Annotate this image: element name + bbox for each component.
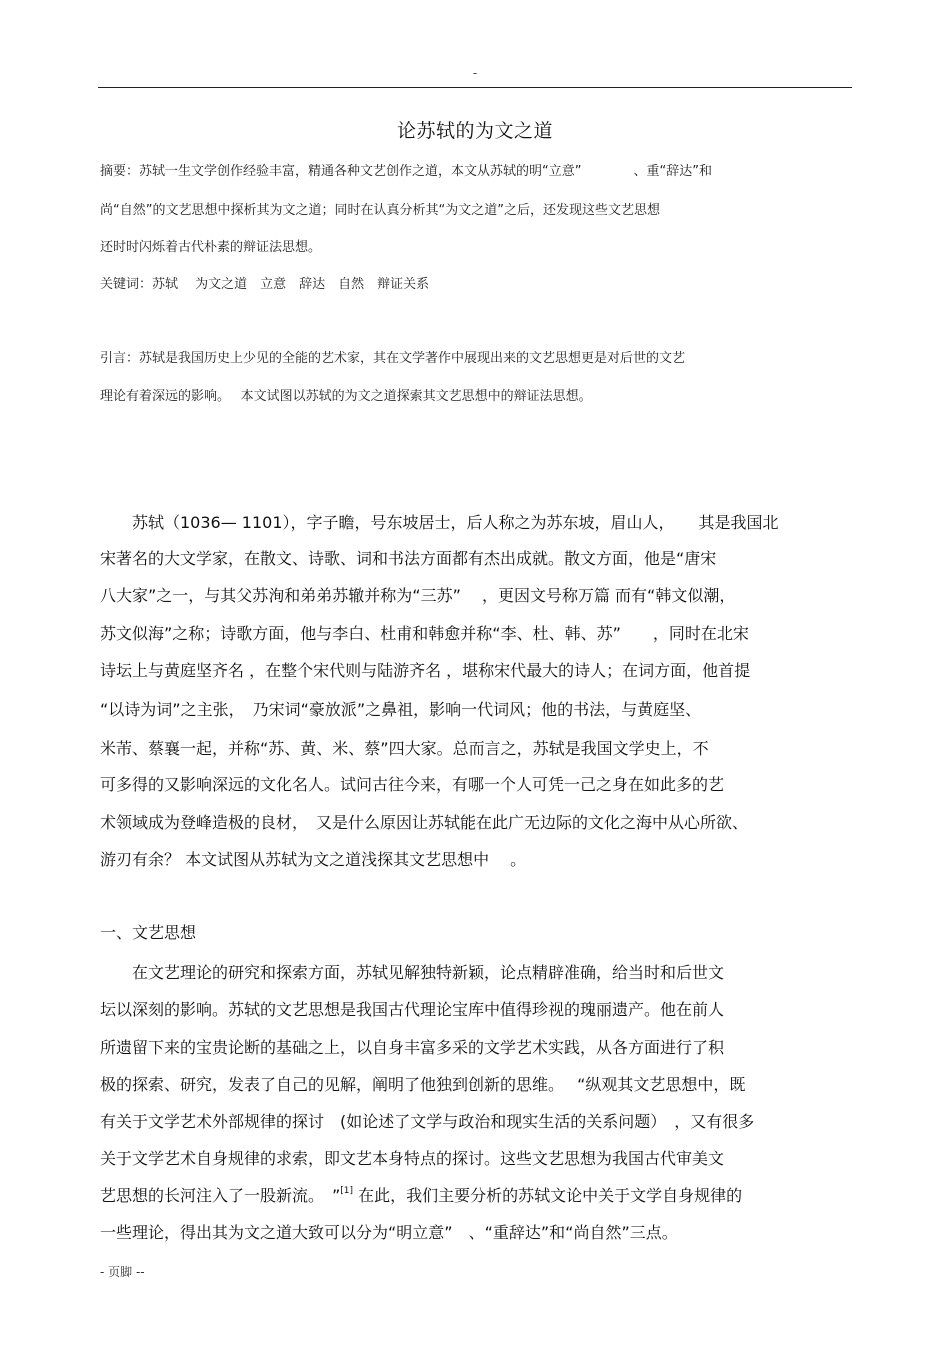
section-line: 极的探索、研究，发表了自己的见解，阐明了他独到创新的思维。 “纵观其文艺思想中，既 [100,1075,746,1094]
section-line: 坛以深刻的影响。苏轼的文艺思想是我国古代理论宝库中值得珍视的瑰丽遗产。他在前人 [100,1000,725,1019]
header-rule [98,87,852,88]
section-line: 一些理论，得出其为文之道大致可以分为“明立意” 、“重辞达”和“尚自然”三点。 [100,1223,678,1242]
paragraph-line: 可多得的又影响深远的文化名人。试问古往今来，有哪一个人可凭一己之身在如此多的艺 [100,775,725,794]
section-line: 关于文学艺术自身规律的求索，即文艺本身特点的探讨。这些文艺思想为我国古代审美文 [100,1149,725,1168]
citation-mark: [1] [340,1186,354,1196]
line-text: 艺思想的长河注入了一股新流。 ” [100,1186,341,1205]
section-line: 在文艺理论的研究和探索方面，苏轼见解独特新颖，论点精辟准确，给当时和后世文 [100,963,725,982]
intro-line: 理论有着深远的影响。 本文试图以苏轼的为文之道探索其文艺思想中的辩证法思想。 [100,389,592,404]
abstract-line: 尚“自然”的文艺思想中探析其为文之道；同时在认真分析其“为文之道”之后，还发现这些文艺思想 [100,203,660,218]
paragraph-line: 苏轼（1036— 1101），字子瞻，号东坡居士，后人称之为苏东坡，眉山人， 其是我国北 [100,513,779,532]
paragraph-line: 术领域成为登峰造极的良材， 又是什么原因让苏轼能在此广无边际的文化之海中从心所欲、 [100,813,749,832]
header-mark: - [472,66,478,80]
paragraph-line: 宋著名的大文学家，在散文、诗歌、词和书法方面都有杰出成就。散文方面，他是“唐宋 [100,549,717,568]
paragraph-line: 苏文似海”之称；诗歌方面，他与李白、杜甫和韩愈并称“李、杜、韩、苏” ，同时在北宋 [100,624,749,643]
abstract-line: 摘要：苏轼一生文学创作经验丰富，精通各种文艺创作之道，本文从苏轼的明“立意” 、重“辞达”和 [100,164,712,179]
page-title: 论苏轼的为文之道 [396,120,553,142]
paragraph-line: 八大家”之一，与其父苏洵和弟弟苏辙并称为“三苏” ，更因文号称万篇 而有“韩文似潮， [100,586,736,605]
intro-line: 引言：苏轼是我国历史上少见的全能的艺术家，其在文学著作中展现出来的文艺思想更是对后世的文艺 [100,351,686,366]
line-text: 在此，我们主要分析的苏轼文论中关于文学自身规律的 [353,1186,743,1205]
section-heading: 一、文艺思想 [100,923,197,942]
paragraph-line: 诗坛上与黄庭坚齐名 ，在整个宋代则与陆游齐名 ，堪称宋代最大的诗人；在词方面，他首提 [100,661,751,680]
paragraph-line: 米芾、蔡襄一起，并称“苏、黄、米、蔡”四大家。总而言之，苏轼是我国文学史上，不 [100,739,709,758]
section-line-with-citation [100,1183,742,1206]
abstract-line: 还时时闪烁着古代朴素的辩证法思想。 [100,240,322,255]
paragraph-line: 游刃有余？ 本文试图从苏轼为文之道浅探其文艺思想中 。 [100,850,527,869]
paragraph-line: “以诗为词”之主张， 乃宋词“豪放派”之鼻祖，影响一代词风；他的书法，与黄庭坚、 [100,700,702,719]
section-line: 所遗留下来的宝贵论断的基础之上，以自身丰富多采的文学艺术实践，从各方面进行了积 [100,1038,725,1057]
section-line: 有关于文学艺术外部规律的探讨 (如论述了文学与政治和现实生活的关系问题） ，又有很多 [100,1112,755,1131]
page-footer: - 页脚 -- [100,1265,145,1279]
keywords: 关键词：苏轼 为文之道 立意 辞达 自然 辩证关系 [100,277,430,292]
